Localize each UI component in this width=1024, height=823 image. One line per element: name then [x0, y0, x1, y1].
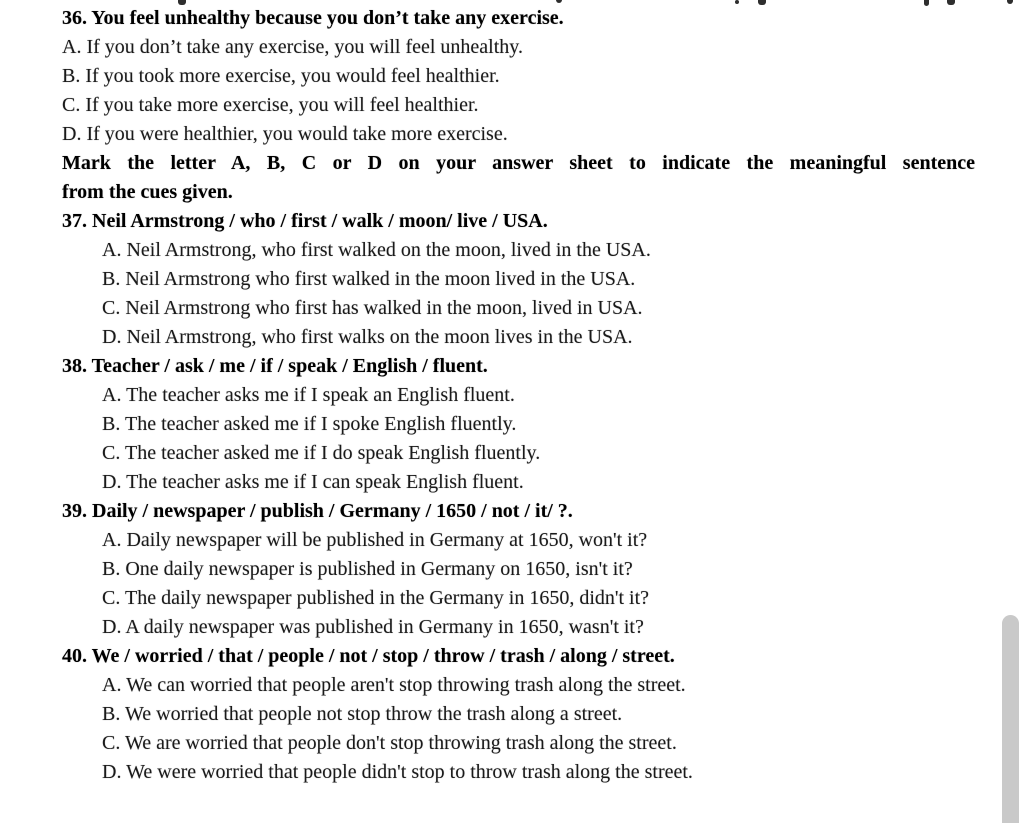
question-38-option-b	[62, 410, 975, 439]
option-label: D.	[102, 616, 122, 638]
question-36-option-c	[62, 91, 975, 120]
option-label: B.	[102, 558, 121, 580]
question-40-option-b	[62, 700, 975, 729]
option-text: We were worried that people didn't stop to throw trash along the street.	[126, 761, 693, 783]
question-number: 37.	[62, 210, 87, 232]
question-prompt: Neil Armstrong / who / first / walk / moon/ live / USA.	[92, 210, 548, 232]
question-40-option-c	[62, 729, 975, 758]
question-39-option-a	[62, 526, 975, 555]
question-40-option-d	[62, 758, 975, 787]
question-number: 36.	[62, 7, 87, 29]
option-label: A.	[102, 384, 122, 406]
question-number: 38.	[62, 355, 87, 377]
question-40-prompt	[62, 642, 975, 671]
clipped-letter-fragment	[1007, 0, 1013, 4]
option-text: The teacher asked me if I spoke English fluently.	[124, 413, 517, 435]
option-label: C.	[102, 587, 121, 609]
question-39-option-d	[62, 613, 975, 642]
option-label: D.	[102, 761, 122, 783]
option-text: Neil Armstrong who first walked in the moon lived in the USA.	[125, 268, 636, 290]
option-label: A.	[102, 529, 122, 551]
question-36-option-b	[62, 62, 975, 91]
question-37-option-a	[62, 236, 975, 265]
option-text: Neil Armstrong, who first walked on the moon, lived in the USA.	[126, 239, 651, 261]
option-text: The teacher asks me if I speak an English fluent.	[126, 384, 515, 406]
option-label: C.	[102, 297, 121, 319]
question-38-option-d	[62, 468, 975, 497]
option-label: A.	[102, 674, 122, 696]
section-instruction-line2: from the cues given.	[62, 181, 233, 203]
option-text: Daily newspaper will be published in Germany at 1650, won't it?	[126, 529, 648, 551]
question-37-prompt	[62, 207, 975, 236]
option-text: We are worried that people don't stop throwing trash along the street.	[124, 732, 677, 754]
question-38-prompt	[62, 352, 975, 381]
option-text: Neil Armstrong who first has walked in the moon, lived in USA.	[125, 297, 643, 319]
question-number: 39.	[62, 500, 87, 522]
option-label: D.	[62, 123, 82, 145]
question-39-option-b	[62, 555, 975, 584]
question-prompt: We / worried / that / people / not / stop / throw / trash / along / street.	[91, 645, 675, 667]
question-prompt: You feel unhealthy because you don’t take any exercise.	[91, 7, 564, 29]
option-text: We worried that people not stop throw the trash along a street.	[124, 703, 623, 725]
option-label: B.	[102, 703, 121, 725]
option-text: The teacher asks me if I can speak English fluent.	[126, 471, 524, 493]
question-39-prompt	[62, 497, 975, 526]
question-37-option-b	[62, 265, 975, 294]
option-label: C.	[102, 732, 121, 754]
option-text: We can worried that people aren't stop throwing trash along the street.	[126, 674, 686, 696]
option-label: D.	[102, 326, 122, 348]
option-label: A.	[62, 36, 82, 58]
option-label: D.	[102, 471, 122, 493]
question-38-option-c	[62, 439, 975, 468]
option-text: A daily newspaper was published in Germany in 1650, wasn't it?	[125, 616, 644, 638]
question-prompt: Teacher / ask / me / if / speak / English / fluent.	[91, 355, 488, 377]
question-40-option-a	[62, 671, 975, 700]
option-text: If you were healthier, you would take more exercise.	[86, 123, 508, 145]
clipped-letter-fragment	[556, 0, 562, 3]
question-36-prompt	[62, 4, 975, 33]
question-number: 40.	[62, 645, 87, 667]
option-label: C.	[62, 94, 81, 116]
option-text: If you take more exercise, you will feel healthier.	[85, 94, 479, 116]
question-38-option-a	[62, 381, 975, 410]
section-instruction-line1: Mark the letter A, B, C or D on your answer sheet to indicate the meaningful sentence	[62, 152, 975, 174]
option-label: A.	[102, 239, 122, 261]
question-39-option-c	[62, 584, 975, 613]
question-36-option-d	[62, 120, 975, 149]
question-37-option-c	[62, 294, 975, 323]
option-label: B.	[62, 65, 81, 87]
option-text: If you took more exercise, you would feel healthier.	[85, 65, 500, 87]
option-text: Neil Armstrong, who first walks on the moon lives in the USA.	[126, 326, 633, 348]
option-label: B.	[102, 413, 121, 435]
question-36-option-a	[62, 33, 975, 62]
option-label: B.	[102, 268, 121, 290]
option-label: C.	[102, 442, 121, 464]
option-text: One daily newspaper is published in Germany on 1650, isn't it?	[125, 558, 633, 580]
question-prompt: Daily / newspaper / publish / Germany / 1650 / not / it/ ?.	[92, 500, 573, 522]
option-text: The daily newspaper published in the Germany in 1650, didn't it?	[124, 587, 650, 609]
option-text: If you don’t take any exercise, you will feel unhealthy.	[86, 36, 523, 58]
option-text: The teacher asked me if I do speak English fluently.	[124, 442, 541, 464]
exam-text-block	[62, 4, 975, 787]
vertical-scrollbar-thumb[interactable]	[1002, 615, 1019, 823]
question-37-option-d	[62, 323, 975, 352]
